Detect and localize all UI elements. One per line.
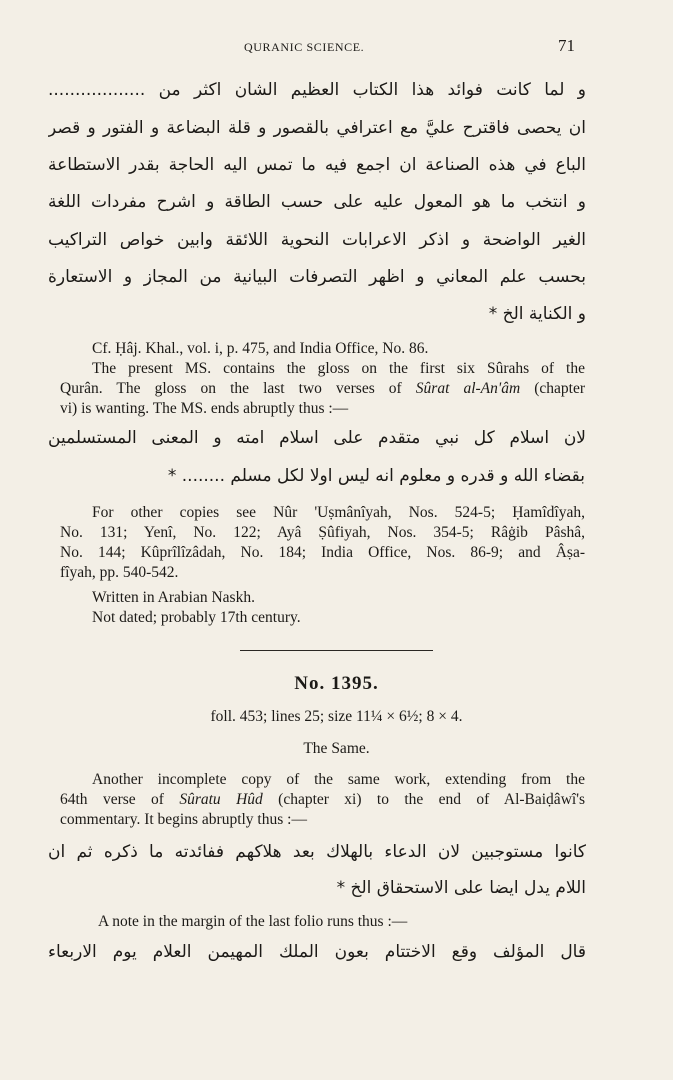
arabic-line: و انتخب ما هو المعول عليه على حسب الطاقة و اشرح مفردات اللغة [48, 192, 586, 212]
paragraph-line: vi) is wanting. The MS. ends abruptly thus :— [60, 400, 349, 417]
page-number: 71 [558, 36, 575, 55]
arabic-line: لان اسلام كل نبي متقدم على اسلام امته و المعنى المستسلمين [48, 428, 586, 448]
section-divider [240, 650, 433, 651]
text-run: (chapter xi) to the end of Al-Baiḍâwî's [278, 791, 586, 808]
entry-title: The Same. [303, 740, 370, 757]
paragraph-line [60, 790, 585, 809]
paragraph-line: fîyah, pp. 540-542. [60, 564, 179, 581]
running-head [0, 36, 673, 58]
date-note: Not dated; probably 17th century. [92, 609, 301, 626]
text-run: Qurân. The gloss on the last two verses of [60, 380, 402, 397]
physical-description: foll. 453; lines 25; size 11¼ × 6½; 8 × 4. [210, 708, 463, 725]
script-note: Written in Arabian Naskh. [92, 589, 255, 606]
entry-number: No. 1395. [294, 673, 379, 694]
running-title: QURANIC SCIENCE. [244, 40, 365, 54]
arabic-line: كانوا مستوجبين لان الدعاء بالهلاك بعد هلاكهم ففائدته ما ذكره ثم ان [48, 842, 586, 862]
arabic-line: و الكناية الخ * [488, 304, 586, 324]
reference-paragraph: Cf. Ḥâj. Khal., vol. i, p. 475, and India Office, No. 86. [92, 340, 429, 357]
arabic-line: قال المؤلف وقع الاختتام بعون الملك المهيمن العلام يوم الاربعاء [48, 942, 586, 962]
text-run: (chapter [534, 380, 586, 397]
arabic-line: الغير الواضحة و اذكر الاعرابات النحوية اللائقة وابين خواص التراكيب [48, 230, 586, 250]
arabic-line: ان يحصى فاقترح عليَّ مع اعترافي بالقصور و قلة البضاعة و الفتور و قصر [48, 118, 586, 138]
italic-title: Sûrat al-An'âm [415, 380, 521, 397]
paragraph-line: No. 131; Yenî, No. 122; Ayâ Ṣûfiyah, Nos. 354-5; Râġib Pâshâ, [60, 524, 585, 541]
arabic-line: بقضاء الله و قدره و معلوم انه ليس اولا لكل مسلم ........ * [167, 466, 585, 486]
paragraph-line: commentary. It begins abruptly thus :— [60, 811, 307, 828]
arabic-line: و لما كانت فوائد هذا الكتاب العظيم الشان اكثر من .................. [48, 80, 586, 100]
arabic-line: اللام يدل ايضا على الاستحقاق الخ * [336, 878, 586, 898]
paragraph-line [60, 379, 585, 398]
paragraph-line: For other copies see Nûr 'Uṣmânîyah, Nos. 524-5; Ḥamîdîyah, [92, 504, 585, 521]
arabic-line: الباع في هذه الصناعة ان اجمع فيه ما تمس اليه الحاجة بقدر الاستطاعة [48, 155, 586, 175]
paragraph-line: The present MS. contains the gloss on the first six Sûrahs of the [92, 360, 585, 377]
italic-title: Sûratu Hûd [179, 791, 263, 808]
text-run: 64th verse of [60, 791, 164, 808]
margin-note-intro: A note in the margin of the last folio runs thus :— [98, 913, 408, 930]
arabic-line: بحسب علم المعاني و اظهر التصرفات البيانية من المجاز و الاستعارة [48, 267, 586, 287]
paragraph-line: Another incomplete copy of the same work, extending from the [92, 771, 585, 788]
paragraph-line: No. 144; Kûprîlîzâdah, No. 184; India Office, Nos. 86-9; and Âṣa- [60, 544, 585, 561]
